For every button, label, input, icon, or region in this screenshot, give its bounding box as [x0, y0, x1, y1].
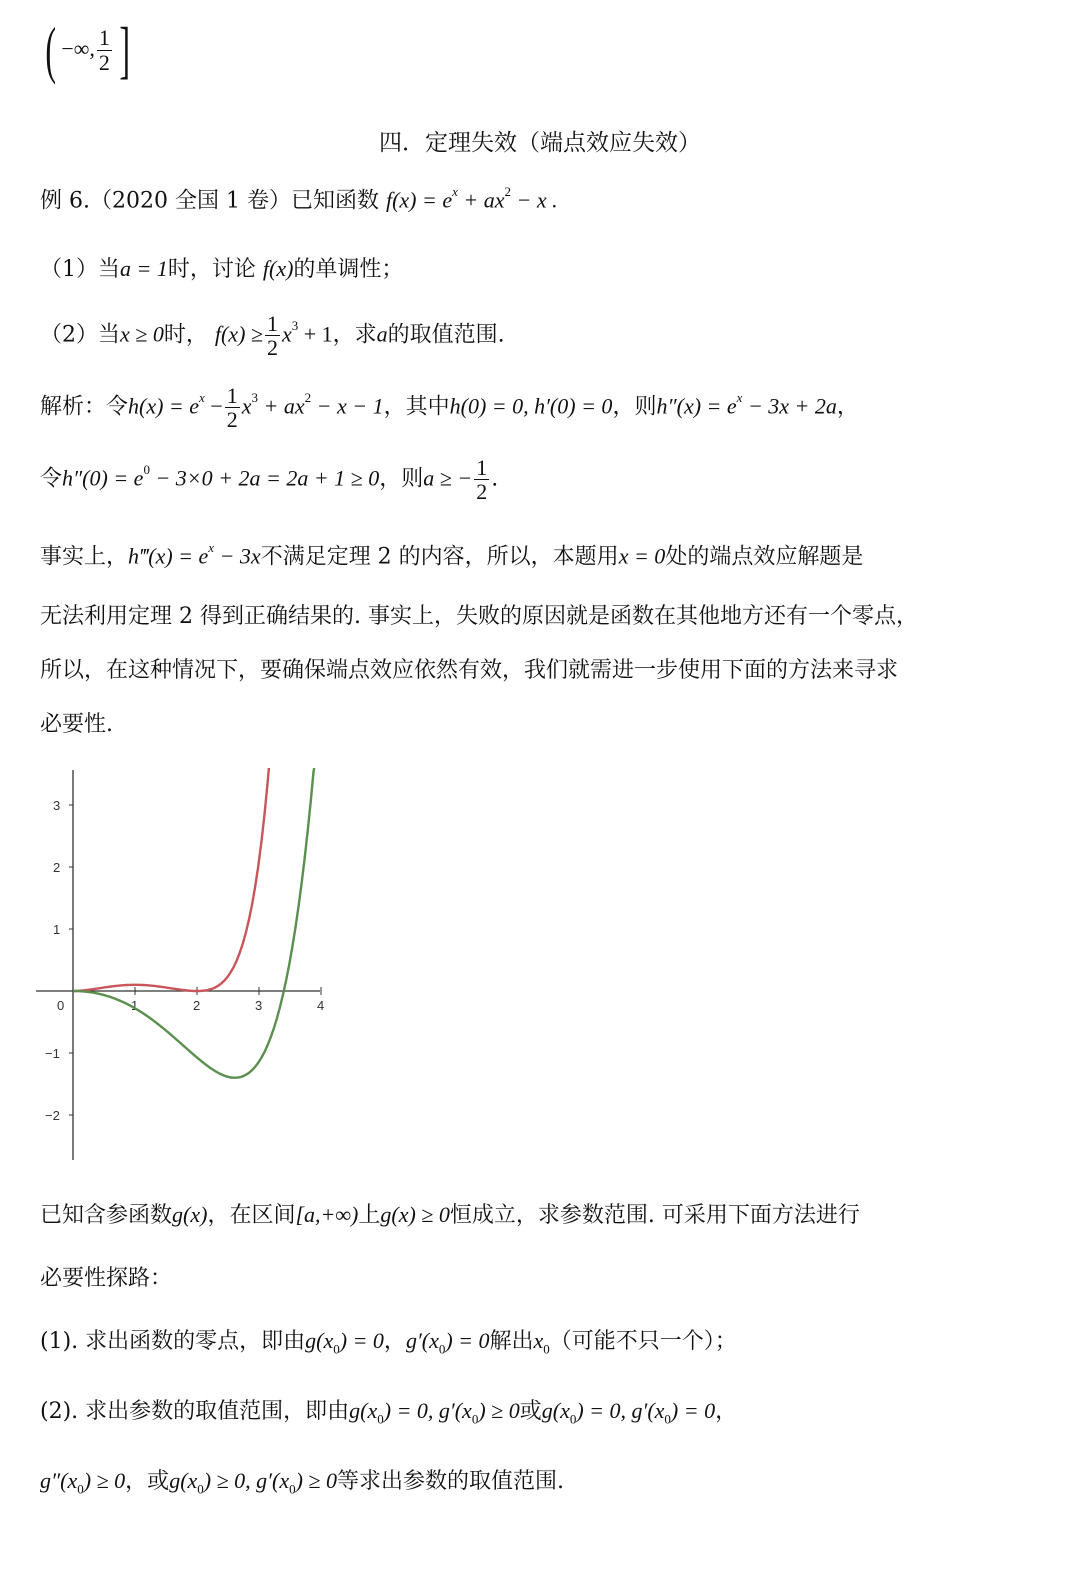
fraction-half: $\frac{1}{2}$: [226, 383, 238, 433]
step-1: (1). 求出函数的零点，即由$g(x_0) = 0$，$g'(x_0) = 0$解出$x_0$（可能不只一个）；: [40, 1328, 737, 1357]
x-tick-label: 3: [255, 998, 263, 1013]
fraction-half: $\frac{1}{2}$: [476, 455, 488, 505]
question-2: （2）当x ≥ 0时， f(x) ≥ $\frac{1}{2}$ $x^3 + 1$，求a的取值范围.: [40, 311, 505, 361]
x-tick-label: 1: [131, 998, 139, 1013]
green-curve: [73, 768, 314, 1078]
example-statement: 例 6.（2020 全国 1 卷）已知函数 $f(x) = e^x + ax^2 - x$ .: [40, 184, 558, 214]
paragraph-1-line-4: 必要性.: [40, 712, 113, 737]
paragraph-1-line-1: 事实上，h‴(x) = $e^x - 3x$不满足定理 2 的内容，所以，本题用x = 0处的端点效应解题是: [40, 540, 864, 570]
question-1: （1）当a = 1时，讨论 f(x)的单调性；: [40, 256, 404, 282]
step-2: (2). 求出参数的取值范围，即由$g(x_0) = 0$, $g'(x_0) \ge 0$或$g(x_0) = 0$, $g'(x_0) = 0$，: [40, 1398, 738, 1427]
x-tick-label: 0: [57, 998, 65, 1013]
interval-left: −∞,: [61, 36, 95, 61]
x-tick-label: 4: [317, 998, 325, 1013]
solution-line-1: 解析：令$h(x) = e^x$ − $\frac{1}{2}$ $x^3 + ax^2 - x - 1$，其中h(0) = 0, h′(0) = 0，则$h''(x) = e^x - 3x + 2a$，: [40, 383, 859, 433]
y-tick-label: −2: [45, 1108, 60, 1123]
paragraph-1-line-3: 所以，在这种情况下，要确保端点效应依然有效，我们就需进一步使用下面的方法来寻求: [40, 658, 899, 683]
interval-fraction: $\frac{1}{2}$: [98, 25, 110, 75]
y-tick-label: −1: [45, 1046, 60, 1061]
function-graph: [30, 768, 330, 1168]
y-tick-label: 1: [53, 922, 61, 937]
y-tick-label: 3: [53, 798, 61, 813]
paragraph-1-line-2: 无法利用定理 2 得到正确结果的. 事实上，失败的原因就是函数在其他地方还有一个零点，: [40, 604, 918, 629]
paragraph-2-line-2: 必要性探路：: [40, 1266, 173, 1291]
right-bracket: ]: [119, 14, 130, 85]
x-tick-label: 2: [193, 998, 201, 1013]
y-tick-label: 2: [53, 860, 61, 875]
step-3: $g''(x_0) \ge 0$，或$g(x_0) \ge 0$, $g'(x_0) \ge 0$等求出参数的取值范围.: [40, 1468, 564, 1497]
section-heading: 四．定理失效（端点效应失效）: [379, 130, 701, 156]
paragraph-2-line-1: 已知含参函数g(x)，在区间[a,+∞)上g(x) ≥ 0恒成立，求参数范围. 可采用下面方法进行: [40, 1202, 860, 1228]
fraction-half: $\frac{1}{2}$: [266, 311, 278, 361]
left-paren: (: [45, 14, 56, 85]
top-interval: [40, 14, 135, 85]
red-curve: [73, 768, 269, 991]
solution-line-2: 令$h''(0) = e^0 - 3\times 0 + 2a = 2a + 1 \ge 0$，则a ≥ − $\frac{1}{2}$ .: [40, 455, 499, 505]
